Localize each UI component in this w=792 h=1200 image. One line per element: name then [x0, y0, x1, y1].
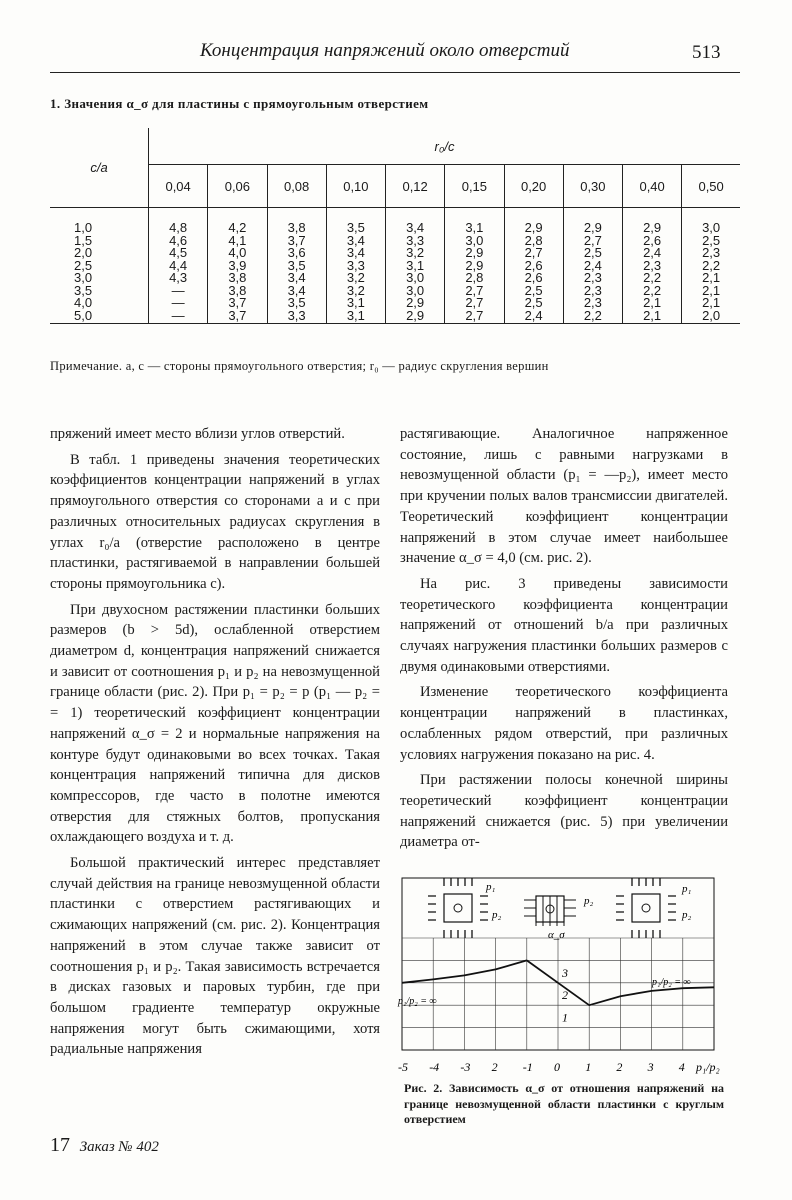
table-cell: 2,7 [465, 282, 484, 298]
column-header: 0,08 [267, 165, 326, 208]
table-cell: 2,8 [524, 232, 543, 248]
load-p2-label: p₂ [492, 909, 502, 921]
column-header: 0,20 [504, 165, 563, 208]
x-tick-label: 2 [491, 1060, 498, 1074]
table-cell: 4,1 [228, 232, 247, 248]
table-cell: 3,3 [406, 232, 425, 248]
x-tick-label: -4 [429, 1060, 440, 1074]
column-header: 0,50 [682, 165, 740, 208]
table-cell: 3,5 [346, 220, 365, 235]
y-tick-labels [561, 966, 568, 1025]
x-tick-label: 4 [678, 1060, 685, 1074]
right-paragraph: На рис. 3 приведены зависимости теоретического коэффициента концентрации напряжений от отношений b/a при различных случаях нагружения пластинки больших размеров с двумя одинаковыми отверстиями. [400, 575, 728, 675]
table-cell: 2,7 [524, 245, 543, 260]
load-p1-label: p₁ [486, 881, 496, 893]
table-cell: 4,6 [169, 232, 188, 248]
label-left: p₁/p₂ = ∞ [398, 996, 437, 1007]
table-cell: 2,2 [583, 307, 602, 323]
table-cell: 3,4 [287, 270, 306, 285]
column-header: 0,30 [563, 165, 622, 208]
table-cell: 2,7 [583, 232, 602, 248]
left-paragraph: При двухосном растяжении пластинки больших размеров (b > 5d), ослабленной отверстием диаметром d, концентрация напряжений снижается и зависит от соотношения p₁ и p₂ на невозмущенной границе области (рис. 2). При p₁ = p₂ = p (p₁ — p₂ = = 1) теоретический коэффициент концентрации напряжений α_σ = 2 и нормальные напряжения на контуре будут одинаковыми во всех точках. Такая концентрация напряжений типична для дисков компрессоров, где часто в полотне имеются отверстия для стяжных болтов, пропускания охлаждающего воздуха и т. д. [50, 601, 380, 846]
column-header-row [50, 165, 740, 208]
table-cell: 3,0 [702, 220, 721, 235]
table-cell: 3,4 [346, 232, 365, 248]
table-caption: 1. Значения α_σ для пластины с прямоугольным отверстием [50, 96, 429, 111]
table-cell: 4,8 [169, 220, 188, 235]
table-cell: 2,4 [643, 245, 662, 260]
row-label: 2,0 [74, 245, 93, 260]
right-paragraph: При растяжении полосы конечной ширины теоретический коэффициент концентрации напряжений снижается (рис. 5) при увеличении диаметра от- [400, 772, 728, 851]
table-cell: 2,9 [406, 295, 425, 310]
table-cell: 4,4 [169, 257, 188, 273]
load-p1-label: p₁ [682, 883, 692, 895]
table-cell: 2,9 [465, 257, 484, 273]
table-cell: 3,8 [228, 270, 247, 285]
row-label: 4,0 [74, 295, 93, 310]
header-rule [50, 72, 740, 73]
x-tick-label: -1 [522, 1060, 533, 1074]
row-label: 3,5 [74, 282, 93, 298]
x-tick-label: -5 [398, 1060, 408, 1074]
table-cell: 2,6 [524, 257, 543, 273]
table-cell: — [171, 295, 185, 310]
table-cell: 3,1 [346, 307, 365, 323]
y-tick-label: 1 [562, 1010, 568, 1025]
row-labels [50, 208, 149, 324]
load-diagram-middle [524, 895, 594, 926]
column-header: 0,15 [445, 165, 504, 208]
left-paragraph: В табл. 1 приведены значения теоретических коэффициентов концентрации напряжений в углах прямоугольного отверстия со сторонами a и c при различных относительных радиусах скругления в углах r₀/a (отверстие расположено в центре пластинки, растягиваемой в направлении большей стороны прямоугольника c). [50, 451, 380, 592]
table-cell: 2,9 [465, 245, 484, 260]
table-column-values [326, 208, 385, 324]
table-cell: 2,3 [702, 245, 721, 260]
table-cell: 2,3 [583, 270, 602, 285]
table-cell: — [171, 282, 185, 298]
row-label: 3,0 [74, 270, 93, 285]
label-right: p₁/p₂ = ∞ [652, 977, 691, 988]
table-cell: 2,1 [643, 307, 662, 323]
table-note: Примечание. a, c — стороны прямоугольного отверстия; r₀ — радиус скругления вершин [50, 359, 549, 373]
left-paragraph: Большой практический интерес представляет случай действия на границе невозмущенной области пластинки с отверстием растягивающих и сжимающих напряжений (см. рис. 2). Концентрация напряжений в этом случае также зависит от соотношения p₁ и p₂. Такая зависимость встречается в дисках газовых и паровых турбин, где при большом градиенте температур окружные напряжения могут быть сжимающими, хотя радиальные напряжения [50, 855, 380, 1058]
signature-number: 17 [50, 1134, 70, 1156]
table-cell: 3,0 [406, 270, 425, 285]
table-cell: 4,2 [228, 220, 247, 235]
table-cell: 3,8 [287, 220, 306, 235]
left-column [50, 424, 380, 1060]
x-axis-label: p₁/p₂ [696, 1060, 720, 1074]
figure-2 [396, 876, 720, 1076]
y-tick-label: 3 [562, 965, 568, 980]
table-cell: 2,2 [643, 270, 662, 285]
table-cell: 2,4 [583, 257, 602, 273]
table-cell: 4,5 [169, 245, 188, 260]
column-header: 0,10 [326, 165, 385, 208]
table-cell: 3,2 [346, 270, 365, 285]
table-cell: 3,2 [406, 245, 425, 260]
table-body-row [50, 208, 740, 324]
table-cell: 3,1 [465, 220, 484, 235]
table-cell: 2,6 [643, 232, 662, 248]
table-cell: 2,5 [583, 245, 602, 260]
table-cell: 3,5 [287, 295, 306, 310]
column-header: 0,04 [149, 165, 208, 208]
table-cell: 2,1 [643, 295, 662, 310]
table-cell: 3,4 [346, 245, 365, 260]
table-cell: 2,6 [524, 270, 543, 285]
table-cell: 3,6 [287, 245, 306, 260]
table-cell: 2,0 [702, 307, 721, 323]
table-cell: 3,1 [406, 257, 425, 273]
table-cell: 3,0 [406, 282, 425, 298]
table-column-values [208, 208, 267, 324]
table-cell: 3,2 [346, 282, 365, 298]
table-column-values [504, 208, 563, 324]
table-cell: 3,4 [406, 220, 425, 235]
row-label: 5,0 [74, 307, 93, 323]
table-column-values [445, 208, 504, 324]
x-tick-label: 1 [585, 1060, 592, 1074]
table-cell: 2,2 [643, 282, 662, 298]
table-cell: 2,3 [643, 257, 662, 273]
footer [50, 1134, 159, 1157]
alpha-table [50, 128, 740, 324]
table-column-values [386, 208, 445, 324]
table-cell: 2,1 [702, 282, 721, 298]
table-cell: 2,2 [702, 257, 721, 273]
x-tick-labels [398, 1060, 685, 1074]
load-p2-label: p₂ [584, 895, 594, 907]
table-cell: 2,7 [465, 307, 484, 323]
table-cell: 3,7 [228, 307, 247, 323]
row-header: c/a [90, 160, 108, 175]
table-cell: 3,9 [228, 257, 247, 273]
table-cell: 2,1 [702, 270, 721, 285]
right-column [400, 424, 728, 853]
table-cell: 2,5 [524, 295, 543, 310]
table-cell: 3,0 [465, 232, 484, 248]
table-cell: 3,8 [228, 282, 247, 298]
table-column-values [267, 208, 326, 324]
x-tick-label: -3 [460, 1060, 471, 1074]
y-tick-label: 2 [562, 988, 568, 1003]
table-cell: 4,0 [228, 245, 247, 260]
table-column-values [623, 208, 682, 324]
col-group-header: r₀/c [149, 128, 741, 165]
running-title: Концентрация напряжений около отверстий [200, 40, 570, 61]
table-cell: 2,1 [702, 295, 721, 310]
table-cell: 3,3 [346, 257, 365, 273]
table-cell: 2,7 [465, 295, 484, 310]
table-cell: 2,8 [465, 270, 484, 285]
x-tick-label: 3 [647, 1060, 654, 1074]
table-cell: 4,3 [169, 270, 188, 285]
row-label: 1,5 [74, 232, 93, 248]
table-column-values [682, 208, 740, 324]
x-tick-label: 2 [616, 1060, 623, 1074]
load-diagram-right [616, 878, 692, 938]
table-cell: 3,5 [287, 257, 306, 273]
table-cell: 3,4 [287, 282, 306, 298]
row-label: 1,0 [74, 220, 93, 235]
table-cell: 3,1 [346, 295, 365, 310]
table-cell: 2,4 [524, 307, 543, 323]
table-column-values [149, 208, 208, 324]
table-cell: 3,3 [287, 307, 306, 323]
table-cell: 2,3 [583, 295, 602, 310]
chart-grid [402, 878, 714, 1050]
order-number: Заказ № 402 [79, 1139, 159, 1155]
page-number: 513 [692, 42, 721, 63]
load-diagram-left [428, 878, 502, 938]
table-cell: 2,9 [583, 220, 602, 235]
table-cell: 3,7 [228, 295, 247, 310]
right-paragraph: Изменение теоретического коэффициента концентрации напряжений в пластинках, ослабленных рядом отверстий, при различных условиях нагружения показано на рис. 4. [400, 684, 728, 763]
table-cell: 2,9 [524, 220, 543, 235]
table-cell: 2,9 [643, 220, 662, 235]
right-paragraph: растягивающие. Аналогичное напряженное состояние, лишь с равными нагрузками в невозмущенной области (p₁ = —p₂), имеет место при кручении полых валов трансмиссии двигателей. Теоретический коэффициент концентрации напряжений в этом случае имеет наибольшее значение α_σ = 4,0 (см. рис. 2). [400, 426, 728, 567]
table-cell: 2,9 [406, 307, 425, 323]
column-header: 0,40 [623, 165, 682, 208]
column-header: 0,06 [208, 165, 267, 208]
column-header: 0,12 [386, 165, 445, 208]
table-cell: 2,5 [702, 232, 721, 248]
figure-caption: Рис. 2. Зависимость α_σ от отношения напряжений на границе невозмущенной области пластинки с круглым отверстием [404, 1081, 724, 1126]
x-tick-label: 0 [554, 1060, 560, 1074]
y-axis-label: α_σ [548, 929, 565, 941]
table-cell: 2,3 [583, 282, 602, 298]
table-cell: — [171, 307, 185, 323]
row-label: 2,5 [74, 257, 93, 273]
left-paragraph: пряжений имеет место вблизи углов отверстий. [50, 426, 345, 442]
table-cell: 2,5 [524, 282, 543, 298]
table-column-values [563, 208, 622, 324]
table-cell: 3,7 [287, 232, 306, 248]
load-p2-label: p₂ [682, 909, 692, 921]
